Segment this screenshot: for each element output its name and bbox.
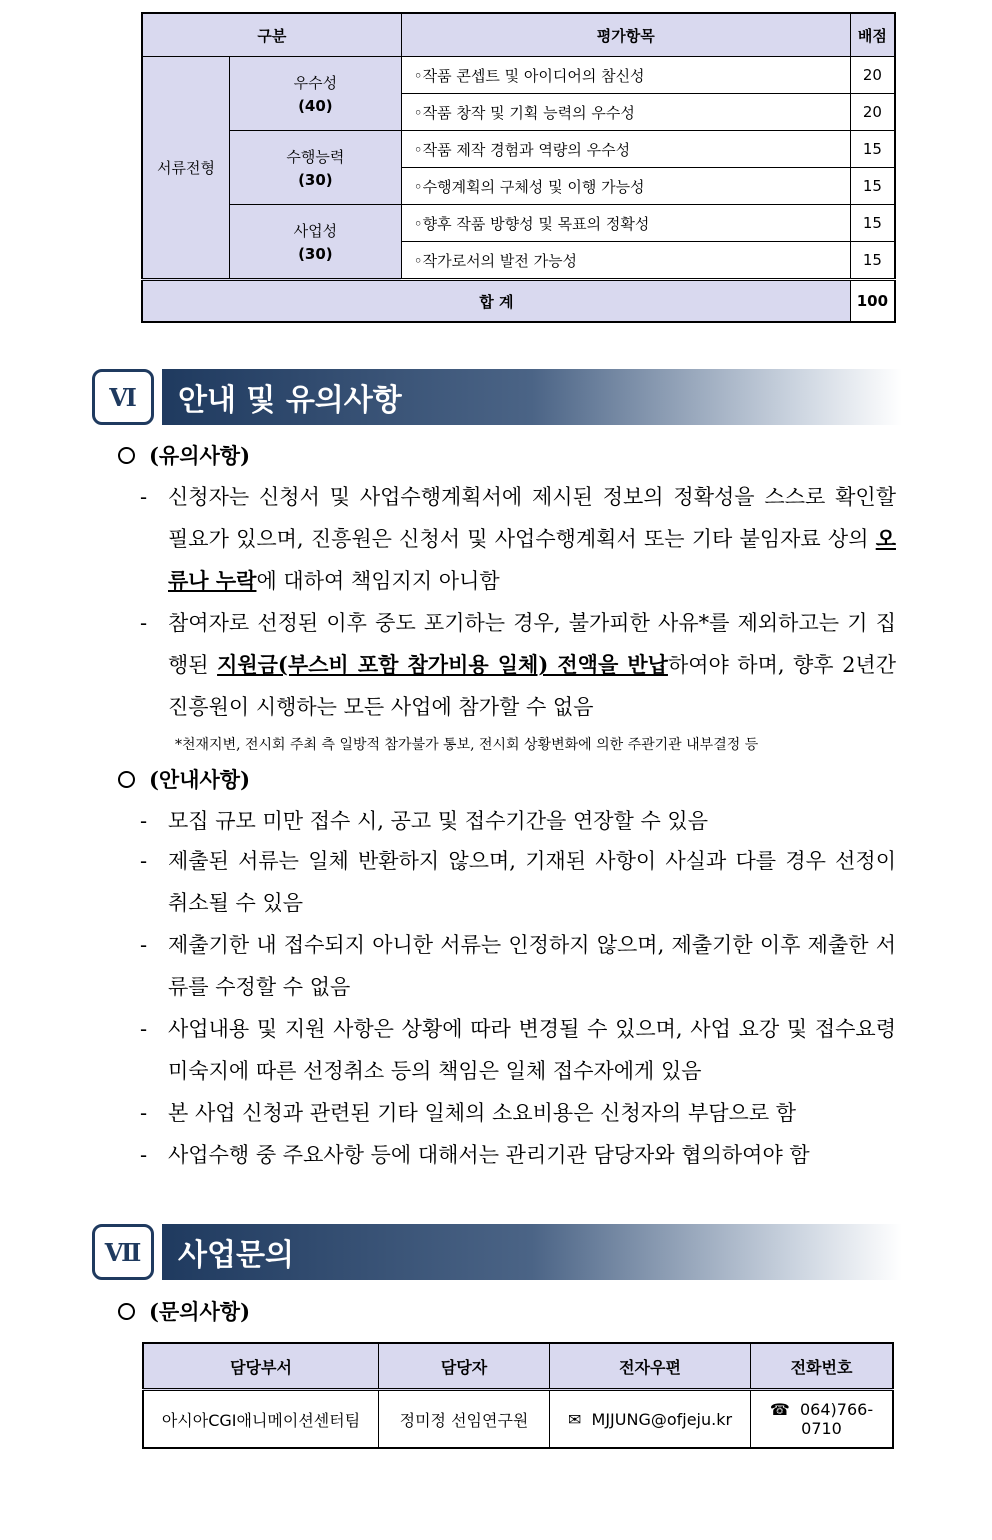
criteria-item: ◦작품 콘셉트 및 아이디어의 참신성	[401, 57, 850, 94]
section-title: 사업문의	[162, 1224, 902, 1280]
info-item: - 사업수행 중 주요사항 등에 대해서는 관리기관 담당자와 협의하여야 함	[140, 1143, 810, 1167]
header-person: 담당자	[379, 1343, 550, 1390]
score-cell: 20	[850, 94, 895, 131]
section-number: Ⅵ	[92, 369, 154, 425]
email-link[interactable]: MJJUNG@ofjeju.kr	[591, 1409, 733, 1429]
section-header-6	[92, 369, 902, 425]
phone-icon: ☎	[769, 1400, 790, 1419]
criteria-item: ◦작품 제작 경험과 역량의 우수성	[401, 131, 850, 168]
score-cell: 15	[850, 131, 895, 168]
section-number: Ⅶ	[92, 1224, 154, 1280]
score-cell: 20	[850, 57, 895, 94]
circle-bullet-icon	[118, 771, 135, 788]
score-cell: 15	[850, 205, 895, 242]
group-business: 사업성 (30)	[230, 205, 402, 280]
caution-heading: (유의사항)	[118, 440, 250, 470]
criteria-item: ◦작품 창작 및 기획 능력의 우수성	[401, 94, 850, 131]
phone-cell: ☎ 064)766-0710	[751, 1390, 894, 1449]
total-score: 100	[850, 280, 895, 323]
total-label: 합 계	[142, 280, 850, 323]
contact-table	[142, 1342, 894, 1449]
criteria-item: ◦향후 작품 방향성 및 목표의 정확성	[401, 205, 850, 242]
score-cell: 15	[850, 242, 895, 280]
email-cell[interactable]	[550, 1390, 751, 1449]
info-item: - 제출기한 내 접수되지 아니한 서류는 인정하지 않으며, 제출기한 이후 제출한 서류를 수정할 수 없음	[140, 933, 896, 999]
mail-icon: ✉	[567, 1409, 582, 1429]
header-score: 배점	[850, 13, 895, 57]
header-dept: 담당부서	[143, 1343, 379, 1390]
circle-bullet-icon	[118, 1303, 135, 1320]
header-criteria: 평가항목	[401, 13, 850, 57]
criteria-item: ◦작가로서의 발전 가능성	[401, 242, 850, 280]
header-email: 전자우편	[550, 1343, 751, 1390]
caution-footnote: *천재지변, 전시회 주최 측 일방적 참가불가 통보, 전시회 상황변화에 의한 주관기관 내부결정 등	[175, 737, 759, 753]
info-item: - 모집 규모 미만 접수 시, 공고 및 접수기간을 연장할 수 있음	[140, 809, 709, 833]
header-phone: 전화번호	[751, 1343, 894, 1390]
score-cell: 15	[850, 168, 895, 205]
dept-cell: 아시아CGI애니메이션센터팀	[143, 1390, 379, 1449]
info-item: - 본 사업 신청과 관련된 기타 일체의 소요비용은 신청자의 부담으로 함	[140, 1101, 797, 1125]
group-excellence: 우수성 (40)	[230, 57, 402, 131]
info-item: - 사업내용 및 지원 사항은 상황에 따라 변경될 수 있으며, 사업 요강 및 접수요령 미숙지에 따른 선정취소 등의 책임은 일체 접수자에게 있음	[140, 1017, 896, 1083]
header-category: 구분	[142, 13, 401, 57]
stage-cell: 서류전형	[142, 57, 230, 280]
circle-bullet-icon	[118, 447, 135, 464]
info-heading: (안내사항)	[118, 764, 250, 794]
section-title: 안내 및 유의사항	[162, 369, 902, 425]
caution-item-1: - 신청자는 신청서 및 사업수행계획서에 제시된 정보의 정확성을 스스로 확인할 필요가 있으며, 진흥원은 신청서 및 사업수행계획서 또는 기타 붙임자료 상의 오류나 누락에 대하여 책임지지 아니함	[140, 485, 896, 593]
info-item: - 제출된 서류는 일체 반환하지 않으며, 기재된 사항이 사실과 다를 경우 선정이 취소될 수 있음	[140, 849, 896, 915]
criteria-item: ◦수행계획의 구체성 및 이행 가능성	[401, 168, 850, 205]
evaluation-table	[141, 12, 896, 323]
caution-item-2: - 참여자로 선정된 이후 중도 포기하는 경우, 불가피한 사유*를 제외하고는 기 집행된 지원금(부스비 포함 참가비용 일체) 전액을 반납하여야 하며, 향후 2년간 진흥원이 시행하는 모든 사업에 참가할 수 없음	[140, 611, 896, 719]
person-cell: 정미정 선임연구원	[379, 1390, 550, 1449]
inquiry-heading: (문의사항)	[118, 1296, 250, 1326]
section-header-7	[92, 1224, 902, 1280]
group-capability: 수행능력 (30)	[230, 131, 402, 205]
